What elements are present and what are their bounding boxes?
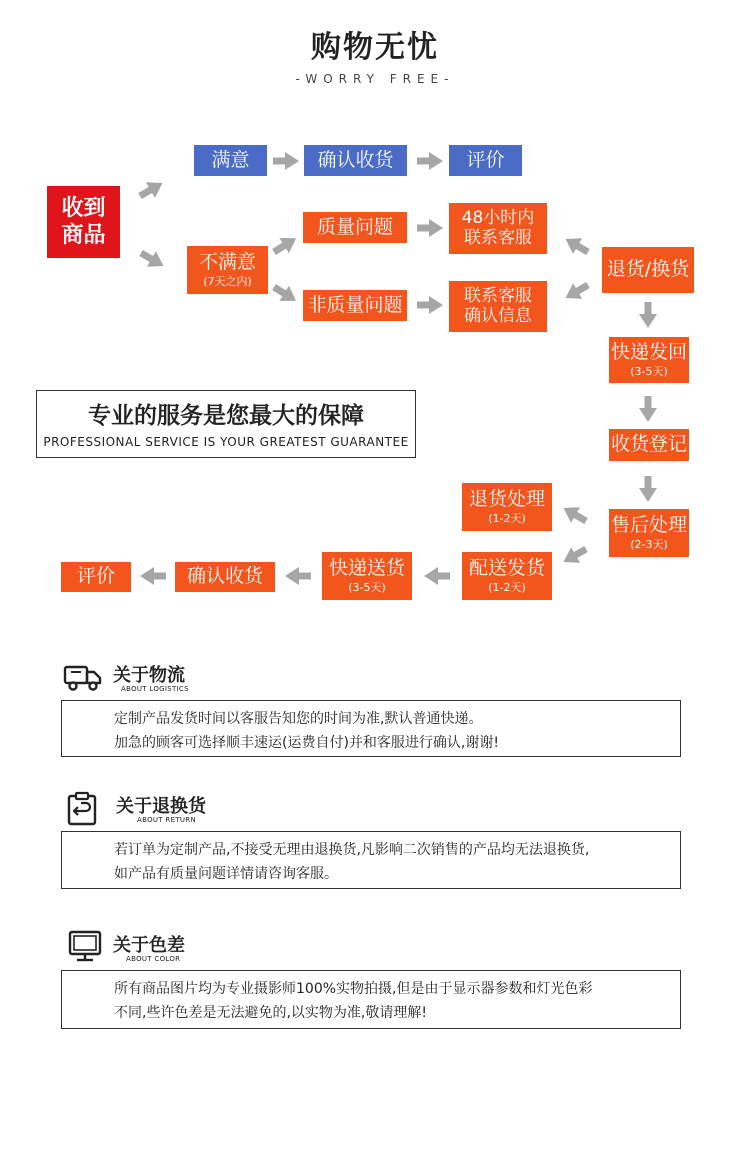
logistics-line-1: 定制产品发货时间以客服告知您的时间为准,默认普通快递。 bbox=[114, 711, 483, 727]
logistics-title: 关于物流 bbox=[113, 665, 185, 686]
color-title: 关于色差 bbox=[113, 935, 185, 956]
arrow-right-icon bbox=[417, 152, 443, 170]
arrow-down-icon bbox=[639, 476, 657, 502]
refund-processing-box: 退货处理 (1-2天) bbox=[462, 483, 552, 531]
return-line-2: 如产品有质量问题详情请咨询客服。 bbox=[114, 866, 338, 882]
ship-out-box: 配送发货 (1-2天) bbox=[462, 552, 552, 600]
arrow-down-right-icon bbox=[269, 279, 301, 308]
arrow-down-left-icon bbox=[561, 277, 593, 306]
received-goods-box: 收到 商品 bbox=[47, 186, 120, 258]
page-subtitle: -WORRY FREE- bbox=[295, 72, 455, 86]
receipt-register-box: 收货登记 bbox=[609, 429, 689, 461]
arrow-right-icon bbox=[417, 219, 443, 237]
return-info-box bbox=[61, 831, 681, 889]
return-subtitle: ABOUT RETURN bbox=[137, 816, 196, 824]
slogan-cn: 专业的服务是您最大的保障 bbox=[88, 403, 364, 429]
arrow-down-left-icon bbox=[559, 541, 591, 570]
color-subtitle: ABOUT COLOR bbox=[126, 955, 181, 963]
arrow-up-right-icon bbox=[269, 231, 301, 260]
review-bottom-box: 评价 bbox=[61, 562, 131, 592]
logistics-info-box bbox=[61, 700, 681, 757]
after-sales-box: 售后处理 (2-3天) bbox=[609, 509, 689, 557]
arrow-up-left-icon bbox=[561, 231, 593, 260]
contact-confirm-box: 联系客服 确认信息 bbox=[449, 281, 547, 332]
arrow-up-left-icon bbox=[559, 500, 591, 529]
monitor-icon bbox=[68, 930, 102, 962]
arrow-down-icon bbox=[639, 302, 657, 328]
confirm-receipt-bottom-box: 确认收货 bbox=[175, 562, 275, 592]
contact-48h-box: 48小时内 联系客服 bbox=[449, 203, 547, 254]
express-delivery-box: 快递送货 (3-5天) bbox=[322, 552, 412, 600]
review-top-box: 评价 bbox=[449, 145, 522, 176]
arrow-up-right-icon bbox=[136, 175, 168, 204]
unsatisfied-box: 不满意 (7天之内) bbox=[187, 246, 268, 294]
arrow-down-icon bbox=[639, 396, 657, 422]
color-line-2: 不同,些许色差是无法避免的,以实物为准,敬请理解! bbox=[114, 1005, 427, 1021]
return-exchange-box: 退货/换货 bbox=[602, 247, 694, 293]
logistics-line-2: 加急的顾客可选择顺丰速运(运费自付)并和客服进行确认,谢谢! bbox=[114, 735, 499, 751]
arrow-left-icon bbox=[140, 567, 166, 585]
return-icon bbox=[66, 791, 98, 827]
non-quality-issue-box: 非质量问题 bbox=[303, 290, 407, 321]
color-info-box bbox=[61, 970, 681, 1029]
confirm-receipt-top-box: 确认收货 bbox=[304, 145, 407, 176]
return-line-1: 若订单为定制产品,不接受无理由退换货,凡影响二次销售的产品均无法退换货, bbox=[114, 842, 590, 858]
arrow-left-icon bbox=[285, 567, 311, 585]
arrow-right-icon bbox=[417, 296, 443, 314]
guarantee-slogan bbox=[36, 390, 416, 458]
logistics-subtitle: ABOUT LOGISTICS bbox=[121, 685, 189, 693]
color-line-1: 所有商品图片均为专业摄影师100%实物拍摄,但是由于显示器参数和灯光色彩 bbox=[114, 981, 593, 997]
page-title: 购物无忧 bbox=[311, 30, 439, 65]
satisfied-box: 满意 bbox=[194, 145, 267, 176]
slogan-en: PROFESSIONAL SERVICE IS YOUR GREATEST GUARANTEE bbox=[43, 435, 409, 449]
quality-issue-box: 质量问题 bbox=[303, 212, 407, 243]
express-return-box: 快递发回 (3-5天) bbox=[609, 337, 689, 383]
arrow-right-icon bbox=[273, 152, 299, 170]
arrow-left-icon bbox=[424, 567, 450, 585]
truck-icon bbox=[63, 663, 103, 693]
arrow-down-right-icon bbox=[137, 245, 169, 274]
return-title: 关于退换货 bbox=[116, 796, 206, 817]
